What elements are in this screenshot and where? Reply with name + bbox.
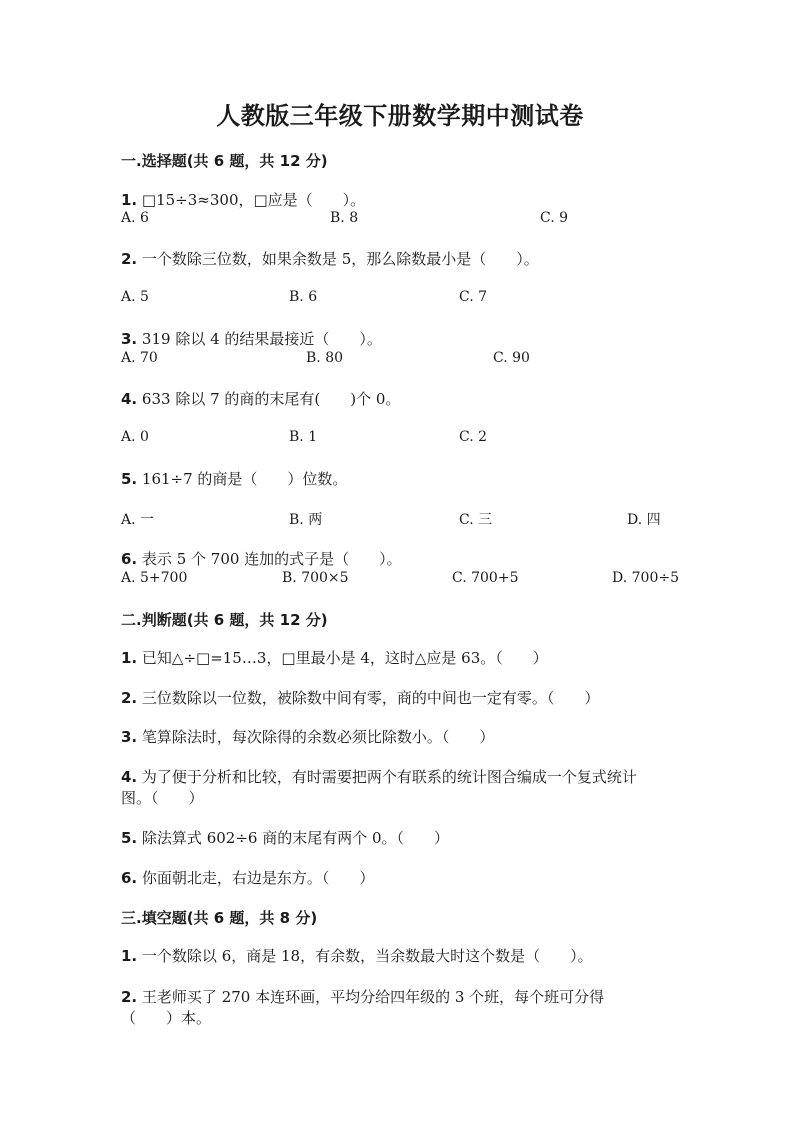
question-number: 4.	[121, 390, 138, 408]
question-number: 5.	[121, 829, 138, 847]
question-continuation: （ ）本。	[121, 1009, 212, 1027]
question	[121, 469, 691, 489]
option: A. 5	[121, 289, 149, 305]
option: C. 2	[459, 429, 488, 445]
question-text: 表示 5 个 700 连加的式子是（ ）。	[141, 550, 402, 568]
option: B. 80	[306, 350, 344, 366]
question-text: 已知△÷□=15…3，□里最小是 4，这时△应是 63。（ ）	[141, 649, 548, 667]
option: A. 5+700	[121, 570, 188, 586]
section-header-fill-in: 三.填空题(共 6 题，共 8 分)	[121, 909, 318, 927]
option: C. 9	[540, 210, 569, 226]
question-number: 1.	[121, 191, 138, 209]
question-continuation: 图。（ ）	[121, 789, 204, 807]
question	[121, 727, 691, 747]
option: D. 700÷5	[612, 570, 679, 586]
option: A. 一	[121, 512, 155, 528]
option: C. 90	[493, 350, 530, 366]
option: C. 7	[459, 289, 488, 305]
question-text: □15÷3≈300，□应是（ ）。	[141, 191, 366, 209]
question-text: 三位数除以一位数，被除数中间有零，商的中间也一定有零。（ ）	[141, 689, 600, 707]
question-number: 2.	[121, 689, 138, 707]
question	[121, 828, 691, 848]
question	[121, 946, 691, 966]
option: B. 6	[289, 289, 318, 305]
option: A. 0	[121, 429, 149, 445]
question-text: 为了便于分析和比较，有时需要把两个有联系的统计图合编成一个复式统计	[141, 768, 637, 786]
question-text: 你面朝北走，右边是东方。（ ）	[141, 869, 375, 887]
question-number: 1.	[121, 947, 138, 965]
question-text: 王老师买了 270 本连环画，平均分给四年级的 3 个班，每个班可分得	[141, 988, 605, 1006]
question-text: 161÷7 的商是（ ）位数。	[141, 470, 348, 488]
question	[121, 549, 691, 569]
option: A. 6	[121, 210, 149, 226]
question-text: 一个数除三位数，如果余数是 5，那么除数最小是（ ）。	[141, 250, 539, 268]
question-number: 4.	[121, 768, 138, 786]
option: A. 70	[121, 350, 158, 366]
question	[121, 987, 691, 1007]
question-text: 633 除以 7 的商的末尾有( )个 0。	[141, 390, 401, 408]
question-text: 一个数除以 6，商是 18，有余数，当余数最大时这个数是（ ）。	[141, 947, 593, 965]
option: B. 1	[289, 429, 318, 445]
option: B. 8	[330, 210, 359, 226]
page-title: 人教版三年级下册数学期中测试卷	[216, 102, 584, 130]
question	[121, 767, 691, 787]
option: C. 700+5	[452, 570, 519, 586]
question-text: 319 除以 4 的结果最接近（ ）。	[141, 330, 382, 348]
question-text: 除法算式 602÷6 商的末尾有两个 0。（ ）	[141, 829, 450, 847]
question	[121, 648, 691, 668]
question-number: 3.	[121, 728, 138, 746]
question-number: 2.	[121, 250, 138, 268]
question-number: 6.	[121, 869, 138, 887]
question	[121, 389, 691, 409]
option: C. 三	[459, 512, 493, 528]
question	[121, 249, 691, 269]
question-number: 3.	[121, 330, 138, 348]
option: D. 四	[627, 512, 661, 528]
question	[121, 190, 691, 210]
question-number: 5.	[121, 470, 138, 488]
question-number: 2.	[121, 988, 138, 1006]
question-number: 6.	[121, 550, 138, 568]
question	[121, 868, 691, 888]
question	[121, 688, 691, 708]
question-text: 笔算除法时，每次除得的余数必须比除数小。（ ）	[141, 728, 495, 746]
section-header-judgment: 二.判断题(共 6 题，共 12 分)	[121, 611, 328, 629]
question	[121, 329, 691, 349]
option: B. 两	[289, 512, 323, 528]
option: B. 700×5	[282, 570, 349, 586]
section-header-choice: 一.选择题(共 6 题，共 12 分)	[121, 152, 328, 170]
question-number: 1.	[121, 649, 138, 667]
